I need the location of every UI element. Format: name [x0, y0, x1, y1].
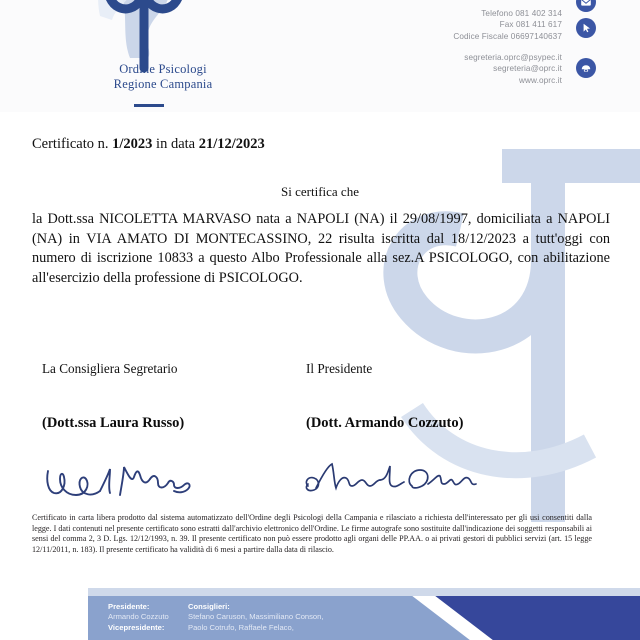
certificate-body-text: la Dott.ssa NICOLETTA MARVASO nata a NAPOLI (NA) il 29/08/1997, domiciliata a NAPOLI (NA) in VIA AMATO DI MONTECASSINO, 22 risulta iscritta dal 18/12/2023 a tutt'oggi con numero di iscrizione 10833 a questo Albo Professionale alla sez.A PSICOLOGO, con abilitazione all'esercizio della professione di PSICOLOGO.: [32, 211, 610, 286]
organization-name: [68, 62, 258, 92]
secretary-name: (Dott.ssa Laura Russo): [42, 415, 185, 431]
location-pin-icon: [576, 18, 596, 38]
contact-phone: Telefono 081 402 314: [481, 9, 562, 18]
legal-fineprint: Certificato in carta libera prodotto dal sistema automatizzato dell'Ordine degli Psicologi della Campania e rilasciato a richiesta dell'interessato per gli usi consentiti dalla legge. I dati contenuti nel presente certificato sono estratti dall'archivio elettronico dell'Ordine. Le firme autografe sono sostituite dall'indicazione dei soggetti responsabili ai sensi del comma 2, 3 D. Lgs. 12/12/1993, n. 39. Il presente certificato non può essere prodotto agli organi delle PP.AA. o ai privati gestori di pubblici servizi (art. 15 legge 12/11/2011, n. 183). Il presente certificato ha validità di 6 mesi a partire dalla data di rilascio.: [32, 513, 592, 554]
phone-fax-icon: [576, 58, 596, 78]
armando-cozzuto-signature: [300, 452, 490, 509]
footer-label-presidente: Presidente:: [108, 602, 150, 611]
envelope-icon: [576, 0, 596, 12]
logo-divider-rule: [134, 104, 164, 107]
signature-block-secretary: [42, 361, 184, 432]
footer-top-strip: [88, 588, 640, 596]
contact-email: segreteria@oprc.it: [493, 64, 562, 74]
laura-russo-signature: [38, 455, 208, 510]
signature-block-president: [306, 361, 463, 432]
attestation-heading: Si certifica che: [281, 184, 359, 199]
footer-value-consiglieri-line2: Paolo Cotrufo, Raffaele Felaco,: [188, 622, 294, 632]
footer-column-officers: [108, 602, 169, 633]
certificate-date-value: 21/12/2023: [198, 136, 265, 152]
certificate-number-value: 1/2023: [112, 136, 153, 152]
organization-name-line2: Regione Campania: [113, 77, 213, 91]
president-name: (Dott. Armando Cozzuto): [306, 415, 464, 431]
contact-emails: [464, 52, 562, 86]
certificate-number-prefix: Certificato n.: [32, 136, 109, 152]
contact-fax: Fax 081 411 617: [499, 20, 562, 30]
footer-label-consiglieri: Consiglieri:: [188, 602, 230, 611]
contact-fiscal-code: Codice Fiscale 06697140637: [453, 31, 562, 41]
footer-label-vicepresidente: Vicepresidente:: [108, 622, 165, 632]
certificate-date-label: in data: [156, 136, 196, 152]
document-header: [0, 0, 640, 112]
contact-website: www.oprc.it: [519, 75, 562, 85]
organization-name-line1: Ordine Psicologi: [119, 62, 207, 76]
secretary-role-label: La Consigliera Segretario: [42, 361, 178, 376]
certificate-number-line: [32, 136, 265, 153]
footer-value-consiglieri-line1: Stefano Caruson, Massimiliano Conson,: [188, 612, 324, 622]
footer-column-councillors: [188, 602, 324, 633]
document-footer: [0, 588, 640, 640]
president-role-label: Il Presidente: [306, 361, 373, 376]
contact-phones: [453, 8, 562, 42]
contact-email-pec: segreteria.oprc@psypec.it: [464, 53, 562, 62]
footer-value-presidente: Armando Cozzuto: [108, 612, 169, 622]
